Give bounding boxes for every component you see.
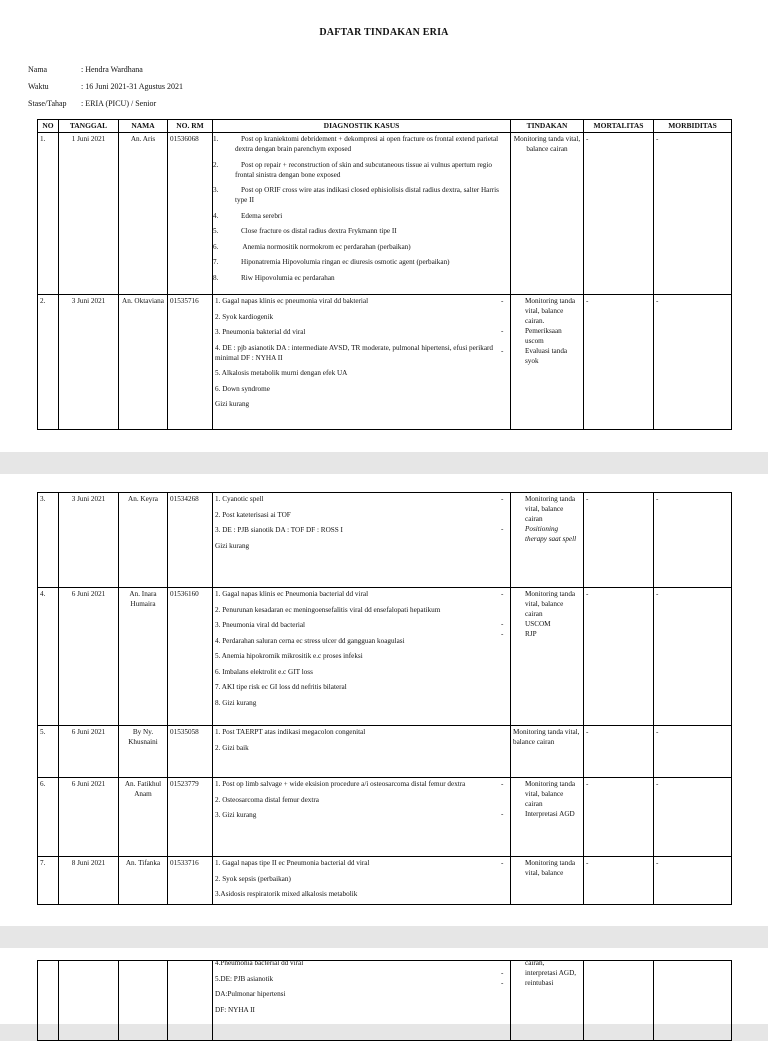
dx-item: 3. Pneumonia viral dd bacterial <box>215 621 306 629</box>
dx-item: 5. Alkalosis metabolik murni dengan efek UA <box>215 369 348 377</box>
cell-no: 5. <box>38 726 59 778</box>
meta-label: Nama <box>28 65 48 74</box>
dx-number: 8. <box>213 273 219 282</box>
table-row <box>38 726 732 778</box>
dx-number: 3. <box>213 186 219 194</box>
dx-item: 2. Syok kardiogenik <box>215 312 274 321</box>
cell-no: 7. <box>38 857 59 905</box>
dx-item <box>215 273 508 283</box>
cell-tindakan <box>501 295 584 430</box>
cell-tindakan <box>501 588 584 726</box>
cell-tanggal: 3 Juni 2021 <box>59 295 119 430</box>
dx-item: 2. Penurunan kesadaran ec meningoensefalitis viral dd ensefalopati hepatikum <box>215 605 441 614</box>
cell-mortalitas <box>584 961 654 1041</box>
dx-item: 3. Gizi kurang <box>215 811 257 819</box>
tindakan-text: RJP <box>525 630 537 638</box>
cell-diagnostik <box>213 133 511 295</box>
header-nama: NAMA <box>119 120 168 133</box>
cell-mortalitas: - <box>584 133 654 295</box>
meta-label: Waktu <box>28 82 49 91</box>
dx-text: Edema serebri <box>241 211 283 220</box>
cell-diagnostik <box>213 778 511 857</box>
cell-rm: 01534268 <box>168 493 213 588</box>
tindakan-text: interpretasi AGD, <box>525 969 577 977</box>
dx-item <box>215 185 508 205</box>
document-page-1 <box>0 0 768 452</box>
cell-morbiditas <box>654 961 732 1041</box>
cell-morbiditas: - <box>654 295 732 430</box>
cell-morbiditas: - <box>654 857 732 905</box>
tindakan-table <box>37 492 732 905</box>
header-tindakan: TINDAKAN <box>511 120 584 133</box>
cell-diagnostik <box>213 295 511 430</box>
header-no-rm: NO. RM <box>168 120 213 133</box>
dx-number: 6. <box>213 242 219 251</box>
tindakan-text: Monitoring tanda vital, balance cairan <box>525 590 576 618</box>
header-tanggal: TANGGAL <box>59 120 119 133</box>
cell-tanggal: 3 Juni 2021 <box>59 493 119 588</box>
tindakan-item: - Pemeriksaan uscom <box>501 327 562 345</box>
cell-tanggal: 6 Juni 2021 <box>59 778 119 857</box>
dx-text: Close fracture os distal radius dextra Frykmann tipe II <box>241 227 397 235</box>
cell-tindakan <box>501 778 584 857</box>
cell-mortalitas: - <box>584 726 654 778</box>
dx-item: 1. Gagal napas klinis ec pneumonia viral dd bakterial <box>215 297 369 305</box>
document-page-3 <box>0 948 768 1024</box>
cell-mortalitas: - <box>584 588 654 726</box>
dx-item: 7. AKI tipe risk ec GI loss dd nefritis bilateral <box>215 683 347 691</box>
dx-item: 4.Pneumonia bacterial dd viral <box>215 959 304 967</box>
cell-nama: An. Oktaviana <box>119 295 168 430</box>
dx-item: 2. Gizi baik <box>215 743 249 752</box>
cell-diagnostik <box>213 961 511 1041</box>
cell-tindakan <box>501 857 584 905</box>
tindakan-text: Monitoring tanda vital, balance cairan <box>525 780 576 808</box>
document-page-2 <box>0 474 768 926</box>
dx-item: Gizi kurang <box>215 541 250 550</box>
cell-no: 6. <box>38 778 59 857</box>
cell-mortalitas: - <box>584 295 654 430</box>
cell-rm <box>168 961 213 1041</box>
cell-diagnostik <box>213 493 511 588</box>
tindakan-item: - interpretasi AGD, <box>501 969 577 977</box>
tindakan-item: - Monitoring tanda vital, balance cairan. <box>501 297 576 325</box>
meta-value: : 16 Juni 2021-31 Agustus 2021 <box>81 82 184 91</box>
dx-number: 4. <box>213 211 219 220</box>
tindakan-table-continued <box>37 960 732 1041</box>
tindakan-item: - reintubasi <box>501 979 554 987</box>
header-diagnostik: DIAGNOSTIK KASUS <box>213 120 511 133</box>
dx-text: Post op ORIF cross wire atas indikasi closed ephisiolisis distal radius dextra, salter Harris type II <box>235 186 499 204</box>
cell-nama: By Ny. Khusnaini <box>119 726 168 778</box>
tindakan-text: Monitoring tanda vital, balance cairan. <box>525 297 576 325</box>
tindakan-text: USCOM <box>525 620 551 628</box>
cell-tanggal: 6 Juni 2021 <box>59 588 119 726</box>
table-row <box>38 493 732 588</box>
dx-item: 1. Gagal napas tipe II ec Pneumonia bacterial dd viral <box>215 859 370 867</box>
cell-no: 4. <box>38 588 59 726</box>
dx-text: Riw Hipovolumia ec perdarahan <box>241 273 335 282</box>
cell-nama: An. Keyra <box>119 493 168 588</box>
header-mortalitas: MORTALITAS <box>584 120 654 133</box>
cell-diagnostik <box>213 857 511 905</box>
cell-tanggal <box>59 961 119 1041</box>
tindakan-text: Monitoring tanda vital, balance cairan <box>525 495 576 523</box>
cell-no <box>38 961 59 1041</box>
meta-value: : Hendra Wardhana <box>81 65 143 74</box>
cell-nama <box>119 961 168 1041</box>
dx-number: 5. <box>213 227 219 235</box>
cell-mortalitas: - <box>584 857 654 905</box>
cell-rm: 01536160 <box>168 588 213 726</box>
dx-item: 8. Gizi kurang <box>215 698 257 707</box>
dx-item: 5.DE: PJB asianotik <box>215 974 274 983</box>
table-row <box>38 857 732 905</box>
tindakan-item: - USCOM <box>501 620 551 628</box>
tindakan-table <box>37 119 732 430</box>
dx-item: 2. Syok sepsis (perbaikan) <box>215 874 291 883</box>
dx-item: 3.Asidosis respiratorik mixed alkalosis metabolik <box>215 890 358 898</box>
table-row <box>38 133 732 295</box>
tindakan-item: - Monitoring tanda vital, balance <box>501 859 576 877</box>
dx-item: 4. Perdarahan saluran cerna ec stress ulcer dd gangguan koagulasi <box>215 636 405 645</box>
dx-item <box>215 160 508 180</box>
dx-item: 1. Post TAERPT atas indikasi megacolon congenital <box>215 728 366 736</box>
tindakan-text: Interpretasi AGD <box>525 810 575 818</box>
cell-tanggal: 6 Juni 2021 <box>59 726 119 778</box>
cell-diagnostik <box>213 726 511 778</box>
cell-rm: 01535058 <box>168 726 213 778</box>
cell-no: 3. <box>38 493 59 588</box>
dx-item: 6. Down syndrome <box>215 384 270 393</box>
tindakan-text: Monitoring tanda vital, balance <box>525 859 576 877</box>
table-row <box>38 961 732 1041</box>
tindakan-item: Monitoring tanda vital, balance cairan <box>513 728 580 746</box>
header-morbiditas: MORBIDITAS <box>654 120 732 133</box>
dx-item <box>215 242 508 252</box>
table-row <box>38 778 732 857</box>
cell-tindakan <box>501 959 584 1041</box>
cell-tindakan <box>511 133 584 295</box>
tindakan-item: - Interpretasi AGD <box>501 810 575 818</box>
tindakan-item: - Monitoring tanda vital, balance cairan <box>501 780 576 808</box>
cell-tanggal: 8 Juni 2021 <box>59 857 119 905</box>
cell-nama: An. Tifanka <box>119 857 168 905</box>
dx-item <box>215 226 508 236</box>
dx-item <box>215 257 508 267</box>
dx-number: 7. <box>213 258 219 266</box>
cell-nama: An. Inara Humaira <box>119 588 168 726</box>
dx-item: 3. DE : PJB sianotik DA : TOF DF : ROSS I <box>215 526 343 534</box>
dx-number: 2. <box>213 160 219 169</box>
dx-item <box>215 134 508 154</box>
dx-item: 3. Pneumonia bakterial dd viral <box>215 328 306 336</box>
cell-mortalitas: - <box>584 778 654 857</box>
dx-item: 4. DE : pjb asianotik DA : intermediate AVSD, TR moderate, pulmonal hipertensi, efusi perikard minimal DF : NYHA II <box>215 343 493 362</box>
dx-text: Hiponatremia Hipovolumia ringan ec diuresis osmotic agent (perbaikan) <box>241 258 450 266</box>
dx-text: Anemia normositik normokrom ec perdarahan (perbaikan) <box>241 242 411 251</box>
cell-no: 2. <box>38 295 59 430</box>
dx-item: 5. Anemia hipokromik mikrositik e.c proses infeksi <box>215 652 363 660</box>
cell-nama: An. Aris <box>119 133 168 295</box>
tindakan-text: reintubasi <box>525 979 554 987</box>
tindakan-item: - Monitoring tanda vital, balance cairan <box>501 590 576 618</box>
cell-rm: 01523779 <box>168 778 213 857</box>
cell-morbiditas: - <box>654 133 732 295</box>
cell-morbiditas: - <box>654 493 732 588</box>
cell-nama: An. Fatikhul Anam <box>119 778 168 857</box>
tindakan-item: - Monitoring tanda vital, balance cairan <box>501 495 576 523</box>
tindakan-item: - Evaluasi tanda syok <box>501 347 568 365</box>
cell-morbiditas: - <box>654 778 732 857</box>
tindakan-text: cairan, <box>525 959 545 967</box>
dx-item <box>215 211 508 221</box>
tindakan-text: Pemeriksaan uscom <box>525 327 562 345</box>
cell-tanggal: 1 Juni 2021 <box>59 133 119 295</box>
header-no: NO <box>38 120 59 133</box>
table-header-row <box>38 120 732 133</box>
cell-rm: 01533716 <box>168 857 213 905</box>
dx-item: Gizi kurang <box>215 400 250 408</box>
cell-morbiditas: - <box>654 588 732 726</box>
cell-mortalitas: - <box>584 493 654 588</box>
dx-item: DA:Pulmonar hipertensi <box>215 990 286 998</box>
tindakan-text: Positioning therapy saat spell <box>525 525 577 543</box>
dx-number: 1. <box>213 135 219 143</box>
dx-text: Post op repair + reconstruction of skin and subcutaneous tissue ai vulnus apertum regio frontal sinistra dengan bone exposed <box>235 160 492 179</box>
dx-item: 6. Imbalans elektrolit e.c GIT loss <box>215 667 313 676</box>
tindakan-item: - RJP <box>501 630 537 638</box>
meta-label: Stase/Tahap <box>28 99 67 108</box>
tindakan-item: Monitoring tanda vital, balance cairan <box>513 135 581 153</box>
document-title: DAFTAR TINDAKAN ERIA <box>319 27 449 38</box>
dx-item: 2. Post kateterisasi ai TOF <box>215 510 291 519</box>
dx-text: Post op kraniektomi debridement + dekompresi ai open fracture os frontal extend parietal dextra dengan brain parenchym exposed <box>235 135 499 153</box>
cell-diagnostik <box>213 588 511 726</box>
tindakan-item <box>513 958 581 968</box>
dx-item: DF: NYHA II <box>215 1005 255 1014</box>
cell-no: 1. <box>38 133 59 295</box>
cell-rm: 01535716 <box>168 295 213 430</box>
tindakan-item: - Positioning therapy saat spell <box>501 525 577 543</box>
dx-item: 2. Osteosarcoma distal femur dextra <box>215 795 319 804</box>
dx-item: 1. Cyanotic spell <box>215 495 264 503</box>
dx-item: 1. Gagal napas klinis ec Pneumonia bacterial dd viral <box>215 590 369 598</box>
cell-rm: 01536068 <box>168 133 213 295</box>
tindakan-text: Evaluasi tanda syok <box>525 347 568 365</box>
meta-value: : ERIA (PICU) / Senior <box>81 99 157 108</box>
cell-morbiditas: - <box>654 726 732 778</box>
table-row <box>38 295 732 430</box>
cell-tindakan <box>511 726 584 778</box>
cell-tindakan <box>501 493 584 588</box>
table-row <box>38 588 732 726</box>
dx-item: 1. Post op limb salvage + wide eksision procedure a/i osteosarcoma distal femur dextra <box>215 780 466 788</box>
